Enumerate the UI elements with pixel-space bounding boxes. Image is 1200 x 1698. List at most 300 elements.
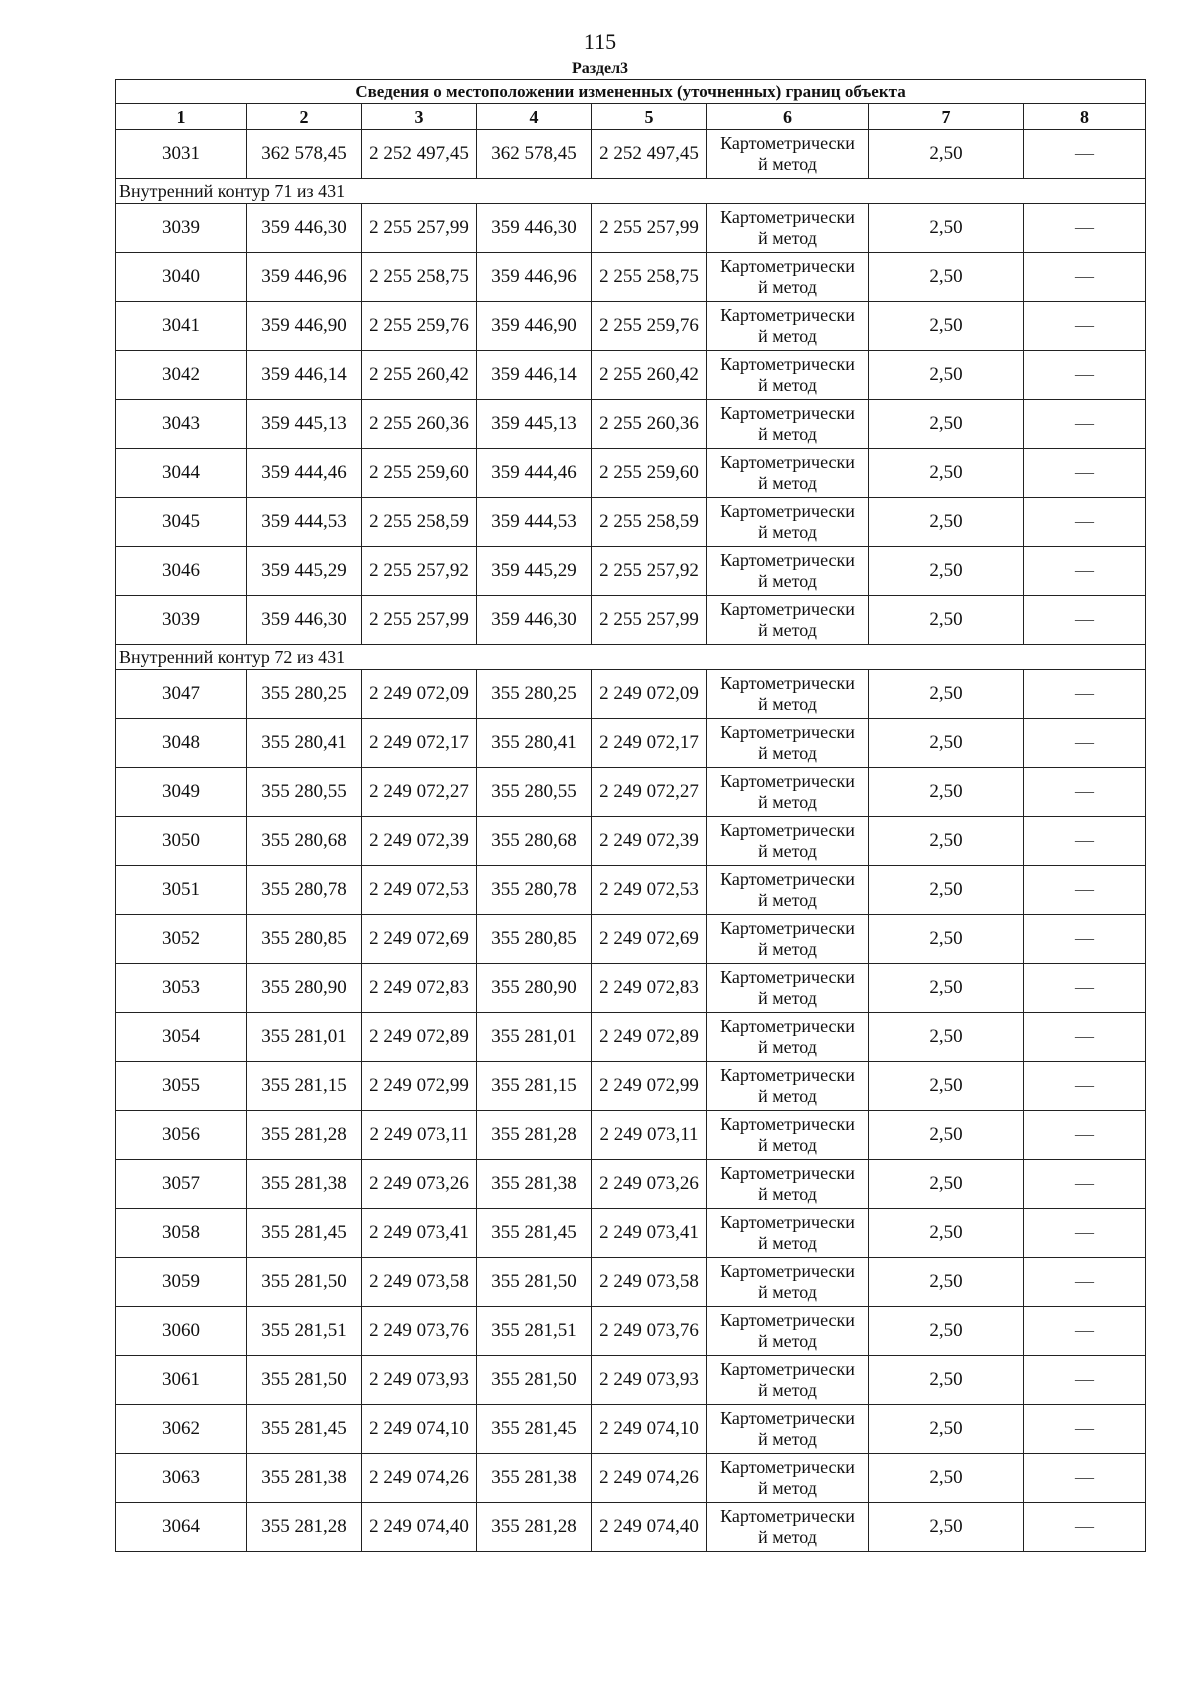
y-coordinate-refined: 2 249 072,17 — [592, 719, 707, 768]
note-dash: — — [1024, 866, 1146, 915]
method-line-1: Картометрически — [720, 1163, 855, 1183]
method-line-2: й метод — [758, 1527, 817, 1547]
y-coordinate-refined: 2 249 072,99 — [592, 1062, 707, 1111]
note-dash: — — [1024, 498, 1146, 547]
column-number: 6 — [707, 104, 869, 130]
point-id: 3045 — [116, 498, 247, 547]
method-line-2: й метод — [758, 743, 817, 763]
table-row — [116, 1405, 1146, 1454]
determination-method — [707, 1258, 869, 1307]
x-coordinate-refined: 355 281,38 — [477, 1160, 592, 1209]
y-coordinate-existing: 2 249 073,26 — [362, 1160, 477, 1209]
accuracy-value: 2,50 — [869, 1307, 1024, 1356]
x-coordinate-refined: 359 445,13 — [477, 400, 592, 449]
y-coordinate-existing: 2 255 259,60 — [362, 449, 477, 498]
x-coordinate-existing: 355 280,55 — [247, 768, 362, 817]
table-row — [116, 351, 1146, 400]
x-coordinate-existing: 355 281,28 — [247, 1111, 362, 1160]
x-coordinate-refined: 359 445,29 — [477, 547, 592, 596]
method-line-1: Картометрически — [720, 869, 855, 889]
determination-method — [707, 866, 869, 915]
note-dash: — — [1024, 1356, 1146, 1405]
y-coordinate-refined: 2 249 072,69 — [592, 915, 707, 964]
determination-method — [707, 915, 869, 964]
y-coordinate-refined: 2 255 260,36 — [592, 400, 707, 449]
method-line-1: Картометрически — [720, 403, 855, 423]
note-dash: — — [1024, 1209, 1146, 1258]
y-coordinate-existing: 2 249 073,76 — [362, 1307, 477, 1356]
accuracy-value: 2,50 — [869, 130, 1024, 179]
x-coordinate-existing: 355 281,50 — [247, 1258, 362, 1307]
note-dash: — — [1024, 351, 1146, 400]
x-coordinate-existing: 355 281,38 — [247, 1160, 362, 1209]
method-line-1: Картометрически — [720, 673, 855, 693]
accuracy-value: 2,50 — [869, 1062, 1024, 1111]
method-line-1: Картометрически — [720, 1016, 855, 1036]
table-row — [116, 1013, 1146, 1062]
y-coordinate-existing: 2 255 260,42 — [362, 351, 477, 400]
table-row — [116, 204, 1146, 253]
x-coordinate-refined: 355 281,50 — [477, 1258, 592, 1307]
point-id: 3064 — [116, 1503, 247, 1552]
method-line-2: й метод — [758, 890, 817, 910]
x-coordinate-refined: 359 446,90 — [477, 302, 592, 351]
x-coordinate-existing: 355 280,90 — [247, 964, 362, 1013]
x-coordinate-existing: 355 280,68 — [247, 817, 362, 866]
note-dash: — — [1024, 1503, 1146, 1552]
x-coordinate-refined: 355 280,68 — [477, 817, 592, 866]
note-dash: — — [1024, 1013, 1146, 1062]
method-line-2: й метод — [758, 1184, 817, 1204]
method-line-1: Картометрически — [720, 967, 855, 987]
section-title: Раздел3 — [571, 60, 629, 77]
x-coordinate-refined: 355 280,25 — [477, 670, 592, 719]
determination-method — [707, 253, 869, 302]
determination-method — [707, 204, 869, 253]
accuracy-value: 2,50 — [869, 302, 1024, 351]
table-row — [116, 1160, 1146, 1209]
y-coordinate-existing: 2 255 260,36 — [362, 400, 477, 449]
accuracy-value: 2,50 — [869, 1503, 1024, 1552]
contour-label: Внутренний контур 71 из 431 — [116, 179, 1146, 204]
method-line-2: й метод — [758, 988, 817, 1008]
point-id: 3043 — [116, 400, 247, 449]
method-line-1: Картометрически — [720, 1408, 855, 1428]
y-coordinate-refined: 2 249 073,41 — [592, 1209, 707, 1258]
method-line-1: Картометрически — [720, 1457, 855, 1477]
x-coordinate-refined: 355 281,45 — [477, 1209, 592, 1258]
y-coordinate-existing: 2 249 072,69 — [362, 915, 477, 964]
point-id: 3050 — [116, 817, 247, 866]
determination-method — [707, 964, 869, 1013]
determination-method — [707, 449, 869, 498]
x-coordinate-existing: 359 445,29 — [247, 547, 362, 596]
method-line-2: й метод — [758, 228, 817, 248]
page-number: 115 — [583, 29, 617, 54]
table-row — [116, 1503, 1146, 1552]
x-coordinate-refined: 355 281,15 — [477, 1062, 592, 1111]
determination-method — [707, 1013, 869, 1062]
table-row — [116, 1258, 1146, 1307]
y-coordinate-refined: 2 255 260,42 — [592, 351, 707, 400]
method-line-1: Картометрически — [720, 820, 855, 840]
point-id: 3060 — [116, 1307, 247, 1356]
method-line-1: Картометрически — [720, 722, 855, 742]
note-dash: — — [1024, 1454, 1146, 1503]
x-coordinate-existing: 355 281,01 — [247, 1013, 362, 1062]
method-line-1: Картометрически — [720, 771, 855, 791]
table-body — [116, 80, 1146, 1552]
method-line-2: й метод — [758, 620, 817, 640]
method-line-2: й метод — [758, 154, 817, 174]
contour-row — [116, 645, 1146, 670]
note-dash: — — [1024, 768, 1146, 817]
point-id: 3058 — [116, 1209, 247, 1258]
x-coordinate-refined: 359 446,30 — [477, 596, 592, 645]
y-coordinate-existing: 2 249 072,09 — [362, 670, 477, 719]
y-coordinate-refined: 2 249 072,09 — [592, 670, 707, 719]
accuracy-value: 2,50 — [869, 964, 1024, 1013]
y-coordinate-existing: 2 249 073,11 — [362, 1111, 477, 1160]
determination-method — [707, 130, 869, 179]
y-coordinate-existing: 2 249 072,39 — [362, 817, 477, 866]
method-line-1: Картометрически — [720, 1359, 855, 1379]
x-coordinate-refined: 355 281,50 — [477, 1356, 592, 1405]
table-row — [116, 596, 1146, 645]
method-line-1: Картометрически — [720, 1261, 855, 1281]
x-coordinate-refined: 355 281,28 — [477, 1503, 592, 1552]
point-id: 3047 — [116, 670, 247, 719]
note-dash: — — [1024, 1111, 1146, 1160]
x-coordinate-refined: 355 280,90 — [477, 964, 592, 1013]
y-coordinate-refined: 2 255 258,59 — [592, 498, 707, 547]
method-line-1: Картометрически — [720, 599, 855, 619]
method-line-2: й метод — [758, 1380, 817, 1400]
y-coordinate-existing: 2 255 258,59 — [362, 498, 477, 547]
point-id: 3053 — [116, 964, 247, 1013]
x-coordinate-refined: 359 444,53 — [477, 498, 592, 547]
x-coordinate-refined: 362 578,45 — [477, 130, 592, 179]
method-line-2: й метод — [758, 1135, 817, 1155]
method-line-1: Картометрически — [720, 1310, 855, 1330]
accuracy-value: 2,50 — [869, 547, 1024, 596]
contour-row — [116, 179, 1146, 204]
determination-method — [707, 1405, 869, 1454]
column-number: 3 — [362, 104, 477, 130]
y-coordinate-refined: 2 249 073,11 — [592, 1111, 707, 1160]
x-coordinate-existing: 355 280,25 — [247, 670, 362, 719]
x-coordinate-existing: 355 281,15 — [247, 1062, 362, 1111]
x-coordinate-existing: 359 446,90 — [247, 302, 362, 351]
method-line-2: й метод — [758, 939, 817, 959]
y-coordinate-refined: 2 249 073,26 — [592, 1160, 707, 1209]
method-line-2: й метод — [758, 473, 817, 493]
note-dash: — — [1024, 1405, 1146, 1454]
method-line-2: й метод — [758, 1233, 817, 1253]
accuracy-value: 2,50 — [869, 1013, 1024, 1062]
note-dash: — — [1024, 130, 1146, 179]
method-line-1: Картометрически — [720, 1114, 855, 1134]
y-coordinate-refined: 2 249 074,26 — [592, 1454, 707, 1503]
y-coordinate-existing: 2 249 072,83 — [362, 964, 477, 1013]
contour-label: Внутренний контур 72 из 431 — [116, 645, 1146, 670]
point-id: 3055 — [116, 1062, 247, 1111]
accuracy-value: 2,50 — [869, 596, 1024, 645]
y-coordinate-refined: 2 249 074,40 — [592, 1503, 707, 1552]
table-row — [116, 1111, 1146, 1160]
table-row — [116, 547, 1146, 596]
x-coordinate-existing: 359 446,30 — [247, 596, 362, 645]
note-dash: — — [1024, 915, 1146, 964]
point-id: 3052 — [116, 915, 247, 964]
x-coordinate-refined: 355 280,85 — [477, 915, 592, 964]
point-id: 3063 — [116, 1454, 247, 1503]
accuracy-value: 2,50 — [869, 498, 1024, 547]
y-coordinate-existing: 2 249 074,40 — [362, 1503, 477, 1552]
x-coordinate-existing: 355 281,38 — [247, 1454, 362, 1503]
x-coordinate-refined: 355 281,51 — [477, 1307, 592, 1356]
y-coordinate-existing: 2 255 257,92 — [362, 547, 477, 596]
point-id: 3042 — [116, 351, 247, 400]
y-coordinate-existing: 2 249 073,41 — [362, 1209, 477, 1258]
point-id: 3044 — [116, 449, 247, 498]
column-number: 2 — [247, 104, 362, 130]
determination-method — [707, 1111, 869, 1160]
table-row — [116, 498, 1146, 547]
point-id: 3056 — [116, 1111, 247, 1160]
table-caption-row — [116, 80, 1146, 104]
point-id: 3054 — [116, 1013, 247, 1062]
method-line-1: Картометрически — [720, 256, 855, 276]
x-coordinate-existing: 355 281,45 — [247, 1405, 362, 1454]
y-coordinate-existing: 2 252 497,45 — [362, 130, 477, 179]
method-line-1: Картометрически — [720, 354, 855, 374]
method-line-2: й метод — [758, 522, 817, 542]
determination-method — [707, 1503, 869, 1552]
x-coordinate-existing: 359 446,30 — [247, 204, 362, 253]
method-line-2: й метод — [758, 326, 817, 346]
x-coordinate-existing: 355 281,28 — [247, 1503, 362, 1552]
method-line-1: Картометрически — [720, 305, 855, 325]
method-line-2: й метод — [758, 1086, 817, 1106]
point-id: 3062 — [116, 1405, 247, 1454]
note-dash: — — [1024, 817, 1146, 866]
note-dash: — — [1024, 1258, 1146, 1307]
table-row — [116, 1062, 1146, 1111]
accuracy-value: 2,50 — [869, 400, 1024, 449]
determination-method — [707, 596, 869, 645]
method-line-1: Картометрически — [720, 133, 855, 153]
method-line-2: й метод — [758, 424, 817, 444]
method-line-2: й метод — [758, 277, 817, 297]
table-row — [116, 253, 1146, 302]
accuracy-value: 2,50 — [869, 1405, 1024, 1454]
method-line-1: Картометрически — [720, 918, 855, 938]
y-coordinate-existing: 2 255 257,99 — [362, 596, 477, 645]
method-line-2: й метод — [758, 694, 817, 714]
accuracy-value: 2,50 — [869, 1258, 1024, 1307]
note-dash: — — [1024, 204, 1146, 253]
y-coordinate-refined: 2 255 258,75 — [592, 253, 707, 302]
method-line-1: Картометрически — [720, 1065, 855, 1085]
accuracy-value: 2,50 — [869, 1356, 1024, 1405]
determination-method — [707, 817, 869, 866]
accuracy-value: 2,50 — [869, 719, 1024, 768]
y-coordinate-refined: 2 249 073,58 — [592, 1258, 707, 1307]
x-coordinate-refined: 355 281,45 — [477, 1405, 592, 1454]
table-row — [116, 449, 1146, 498]
method-line-2: й метод — [758, 375, 817, 395]
determination-method — [707, 302, 869, 351]
x-coordinate-existing: 355 281,50 — [247, 1356, 362, 1405]
y-coordinate-existing: 2 255 259,76 — [362, 302, 477, 351]
note-dash: — — [1024, 1160, 1146, 1209]
accuracy-value: 2,50 — [869, 670, 1024, 719]
x-coordinate-existing: 355 280,85 — [247, 915, 362, 964]
method-line-1: Картометрически — [720, 1506, 855, 1526]
point-id: 3039 — [116, 204, 247, 253]
table-row — [116, 1209, 1146, 1258]
point-id: 3039 — [116, 596, 247, 645]
accuracy-value: 2,50 — [869, 351, 1024, 400]
accuracy-value: 2,50 — [869, 204, 1024, 253]
y-coordinate-existing: 2 249 073,58 — [362, 1258, 477, 1307]
table-row — [116, 1454, 1146, 1503]
table-row — [116, 1356, 1146, 1405]
determination-method — [707, 1454, 869, 1503]
determination-method — [707, 400, 869, 449]
method-line-1: Картометрически — [720, 207, 855, 227]
x-coordinate-refined: 359 446,14 — [477, 351, 592, 400]
determination-method — [707, 351, 869, 400]
x-coordinate-existing: 355 281,45 — [247, 1209, 362, 1258]
column-number: 4 — [477, 104, 592, 130]
determination-method — [707, 768, 869, 817]
column-number: 1 — [116, 104, 247, 130]
point-id: 3041 — [116, 302, 247, 351]
x-coordinate-refined: 355 280,41 — [477, 719, 592, 768]
note-dash: — — [1024, 302, 1146, 351]
note-dash: — — [1024, 547, 1146, 596]
table-row — [116, 768, 1146, 817]
y-coordinate-existing: 2 249 072,17 — [362, 719, 477, 768]
method-line-2: й метод — [758, 1429, 817, 1449]
accuracy-value: 2,50 — [869, 915, 1024, 964]
y-coordinate-refined: 2 255 257,92 — [592, 547, 707, 596]
x-coordinate-existing: 359 444,46 — [247, 449, 362, 498]
determination-method — [707, 498, 869, 547]
table-row — [116, 400, 1146, 449]
y-coordinate-refined: 2 255 257,99 — [592, 596, 707, 645]
accuracy-value: 2,50 — [869, 253, 1024, 302]
point-id: 3057 — [116, 1160, 247, 1209]
note-dash: — — [1024, 1307, 1146, 1356]
table-row — [116, 719, 1146, 768]
determination-method — [707, 1160, 869, 1209]
x-coordinate-refined: 355 281,01 — [477, 1013, 592, 1062]
note-dash: — — [1024, 964, 1146, 1013]
method-line-2: й метод — [758, 571, 817, 591]
x-coordinate-existing: 359 446,14 — [247, 351, 362, 400]
table-row — [116, 866, 1146, 915]
x-coordinate-refined: 359 444,46 — [477, 449, 592, 498]
point-id: 3040 — [116, 253, 247, 302]
y-coordinate-refined: 2 249 072,27 — [592, 768, 707, 817]
y-coordinate-refined: 2 252 497,45 — [592, 130, 707, 179]
y-coordinate-existing: 2 249 072,53 — [362, 866, 477, 915]
accuracy-value: 2,50 — [869, 817, 1024, 866]
point-id: 3051 — [116, 866, 247, 915]
method-line-2: й метод — [758, 792, 817, 812]
table-row — [116, 964, 1146, 1013]
point-id: 3031 — [116, 130, 247, 179]
method-line-2: й метод — [758, 1331, 817, 1351]
method-line-1: Картометрически — [720, 501, 855, 521]
table-row — [116, 302, 1146, 351]
method-line-1: Картометрически — [720, 1212, 855, 1232]
x-coordinate-refined: 355 281,38 — [477, 1454, 592, 1503]
note-dash: — — [1024, 449, 1146, 498]
y-coordinate-existing: 2 249 072,27 — [362, 768, 477, 817]
table-row — [116, 817, 1146, 866]
column-number: 8 — [1024, 104, 1146, 130]
note-dash: — — [1024, 596, 1146, 645]
table-row — [116, 670, 1146, 719]
x-coordinate-existing: 359 444,53 — [247, 498, 362, 547]
x-coordinate-existing: 359 446,96 — [247, 253, 362, 302]
note-dash: — — [1024, 670, 1146, 719]
point-id: 3046 — [116, 547, 247, 596]
y-coordinate-refined: 2 249 073,76 — [592, 1307, 707, 1356]
determination-method — [707, 670, 869, 719]
column-number-row — [116, 104, 1146, 130]
y-coordinate-refined: 2 249 072,53 — [592, 866, 707, 915]
x-coordinate-refined: 355 280,78 — [477, 866, 592, 915]
note-dash: — — [1024, 400, 1146, 449]
method-line-2: й метод — [758, 1282, 817, 1302]
method-line-1: Картометрически — [720, 550, 855, 570]
y-coordinate-existing: 2 249 072,99 — [362, 1062, 477, 1111]
y-coordinate-existing: 2 255 257,99 — [362, 204, 477, 253]
x-coordinate-existing: 362 578,45 — [247, 130, 362, 179]
determination-method — [707, 547, 869, 596]
accuracy-value: 2,50 — [869, 1209, 1024, 1258]
note-dash: — — [1024, 253, 1146, 302]
point-id: 3048 — [116, 719, 247, 768]
x-coordinate-refined: 355 280,55 — [477, 768, 592, 817]
x-coordinate-existing: 359 445,13 — [247, 400, 362, 449]
point-id: 3049 — [116, 768, 247, 817]
note-dash: — — [1024, 719, 1146, 768]
y-coordinate-refined: 2 255 259,76 — [592, 302, 707, 351]
accuracy-value: 2,50 — [869, 1454, 1024, 1503]
y-coordinate-existing: 2 249 074,10 — [362, 1405, 477, 1454]
column-number: 5 — [592, 104, 707, 130]
method-line-2: й метод — [758, 841, 817, 861]
note-dash: — — [1024, 1062, 1146, 1111]
table-row — [116, 130, 1146, 179]
accuracy-value: 2,50 — [869, 1111, 1024, 1160]
method-line-1: Картометрически — [720, 452, 855, 472]
method-line-2: й метод — [758, 1037, 817, 1057]
x-coordinate-existing: 355 281,51 — [247, 1307, 362, 1356]
x-coordinate-refined: 359 446,30 — [477, 204, 592, 253]
y-coordinate-refined: 2 255 259,60 — [592, 449, 707, 498]
determination-method — [707, 1209, 869, 1258]
y-coordinate-refined: 2 249 072,83 — [592, 964, 707, 1013]
x-coordinate-refined: 359 446,96 — [477, 253, 592, 302]
y-coordinate-refined: 2 249 074,10 — [592, 1405, 707, 1454]
